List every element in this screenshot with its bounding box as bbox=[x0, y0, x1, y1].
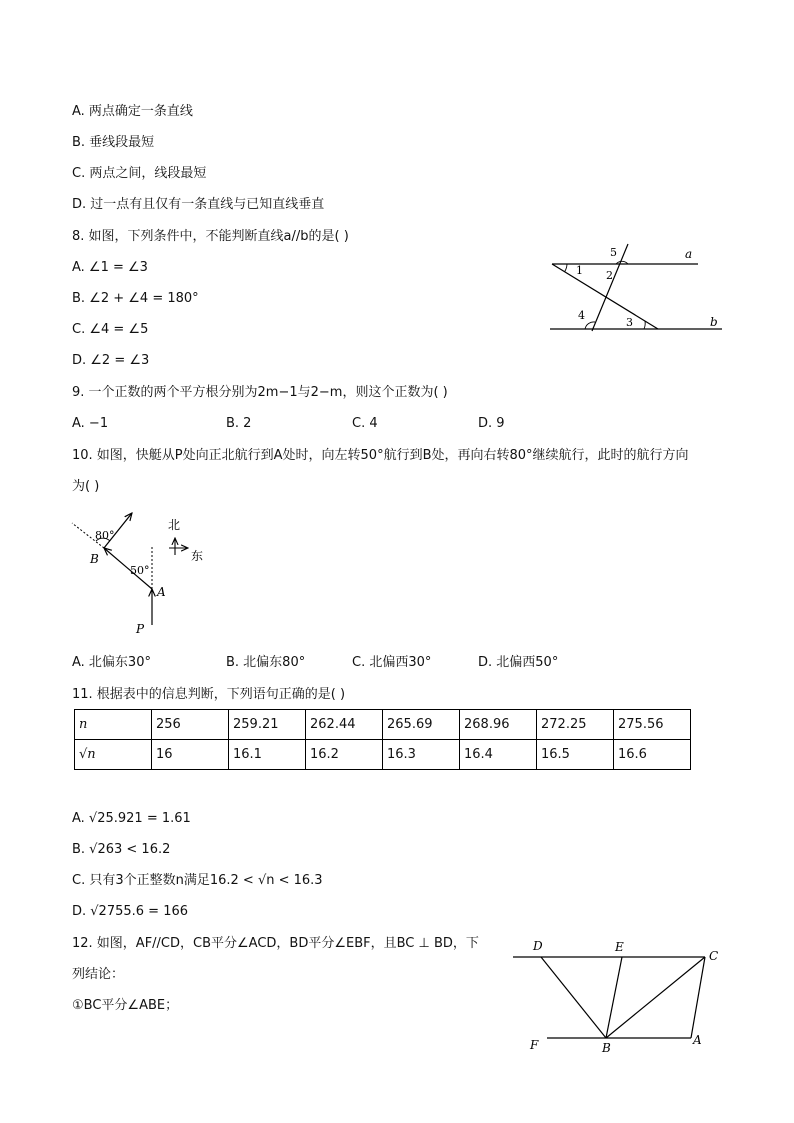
q8-option-c: C. ∠4 = ∠5 bbox=[72, 322, 149, 337]
angle-label-3: 3 bbox=[626, 316, 633, 329]
table-cell: 268.96 bbox=[460, 710, 537, 740]
point-b-label: B bbox=[90, 552, 99, 566]
q10-stem-line2: 为( ) bbox=[72, 479, 100, 494]
q11-table bbox=[74, 709, 691, 770]
q8-option-b: B. ∠2 + ∠4 = 180° bbox=[72, 291, 199, 306]
q7-option-c: C. 两点之间，线段最短 bbox=[72, 166, 207, 181]
q10-option-d: D. 北偏西50° bbox=[478, 655, 559, 670]
point-f-label: F bbox=[530, 1038, 539, 1052]
q12-stem-line1: 12. 如图，AF//CD，CB平分∠ACD，BD平分∠EBF，且BC ⊥ BD，下 bbox=[72, 936, 479, 951]
compass-north-label: 北 bbox=[168, 518, 181, 532]
q11-option-c: C. 只有3个正整数n满足16.2 < √n < 16.3 bbox=[72, 873, 323, 888]
q8-option-d: D. ∠2 = ∠3 bbox=[72, 353, 150, 368]
angle-arc-1 bbox=[565, 264, 567, 271]
angle-arc-3 bbox=[644, 321, 645, 329]
table-cell: 265.69 bbox=[383, 710, 460, 740]
table-cell: 256 bbox=[152, 710, 229, 740]
q7-option-d: D. 过一点有且仅有一条直线与已知直线垂直 bbox=[72, 197, 325, 212]
point-a-label: A bbox=[157, 585, 166, 599]
angle-label-5: 5 bbox=[610, 246, 617, 259]
q10-figure bbox=[66, 505, 216, 640]
table-cell: 272.25 bbox=[537, 710, 614, 740]
q9-option-d: D. 9 bbox=[478, 416, 505, 431]
point-b-label: B bbox=[602, 1041, 611, 1055]
q10-stem-line1: 10. 如图，快艇从P处向正北航行到A处时，向左转50°航行到B处，再向右转80°继续航行，此时的航行方向 bbox=[72, 448, 689, 463]
angle-label-4: 4 bbox=[578, 309, 585, 322]
transversal-1 bbox=[552, 264, 658, 329]
q8-stem: 8. 如图，下列条件中，不能判断直线a//b的是( ) bbox=[72, 229, 349, 244]
table-cell: 16.5 bbox=[537, 740, 614, 770]
segment-ca bbox=[691, 957, 705, 1038]
q11-stem: 11. 根据表中的信息判断，下列语句正确的是( ) bbox=[72, 687, 346, 702]
line-a-label: a bbox=[685, 247, 693, 261]
angle-b-label: 80° bbox=[95, 529, 115, 542]
q12-item1: ①BC平分∠ABE； bbox=[72, 998, 179, 1013]
q9-options bbox=[72, 415, 752, 433]
angle-label-1: 1 bbox=[576, 264, 583, 277]
q8-figure bbox=[540, 240, 730, 340]
table-row bbox=[75, 710, 691, 740]
line-b-label: b bbox=[710, 315, 718, 329]
table-cell: 259.21 bbox=[229, 710, 306, 740]
q9-option-b: B. 2 bbox=[226, 416, 252, 431]
table-cell: 16.4 bbox=[460, 740, 537, 770]
q10-option-a: A. 北偏东30° bbox=[72, 655, 151, 670]
table-cell: n bbox=[75, 710, 152, 740]
segment-bc bbox=[606, 957, 705, 1038]
table-cell: 262.44 bbox=[306, 710, 383, 740]
point-c-label: C bbox=[709, 949, 719, 963]
q8-option-a: A. ∠1 = ∠3 bbox=[72, 260, 148, 275]
q7-option-b: B. 垂线段最短 bbox=[72, 135, 155, 150]
table-cell: 16.6 bbox=[614, 740, 691, 770]
q9-stem: 9. 一个正数的两个平方根分别为2m−1与2−m，则这个正数为( ) bbox=[72, 385, 448, 400]
point-e-label: E bbox=[615, 940, 624, 954]
compass-east-label: 东 bbox=[191, 549, 204, 563]
q10-options bbox=[72, 654, 752, 672]
q9-option-c: C. 4 bbox=[352, 416, 378, 431]
point-p-label: P bbox=[136, 622, 145, 636]
q7-option-a: A. 两点确定一条直线 bbox=[72, 104, 193, 119]
q12-figure bbox=[505, 930, 735, 1060]
table-cell: 275.56 bbox=[614, 710, 691, 740]
q12-stem-line2: 列结论： bbox=[72, 967, 125, 982]
table-cell: √n bbox=[75, 740, 152, 770]
table-row bbox=[75, 740, 691, 770]
point-d-label: D bbox=[533, 939, 543, 953]
point-a-label: A bbox=[693, 1033, 702, 1047]
angle-a-label: 50° bbox=[130, 564, 150, 577]
table-cell: 16.2 bbox=[306, 740, 383, 770]
table-cell: 16.1 bbox=[229, 740, 306, 770]
angle-label-2: 2 bbox=[606, 269, 613, 282]
table-cell: 16 bbox=[152, 740, 229, 770]
segment-be bbox=[606, 957, 622, 1038]
q11-option-b: B. √263 < 16.2 bbox=[72, 842, 171, 857]
q9-option-a: A. −1 bbox=[72, 416, 109, 431]
q11-option-d: D. √2755.6 = 166 bbox=[72, 904, 189, 919]
table-cell: 16.3 bbox=[383, 740, 460, 770]
segment-db bbox=[541, 957, 606, 1038]
q10-option-b: B. 北偏东80° bbox=[226, 655, 306, 670]
q10-option-c: C. 北偏西30° bbox=[352, 655, 432, 670]
q11-option-a: A. √25.921 = 1.61 bbox=[72, 811, 191, 826]
